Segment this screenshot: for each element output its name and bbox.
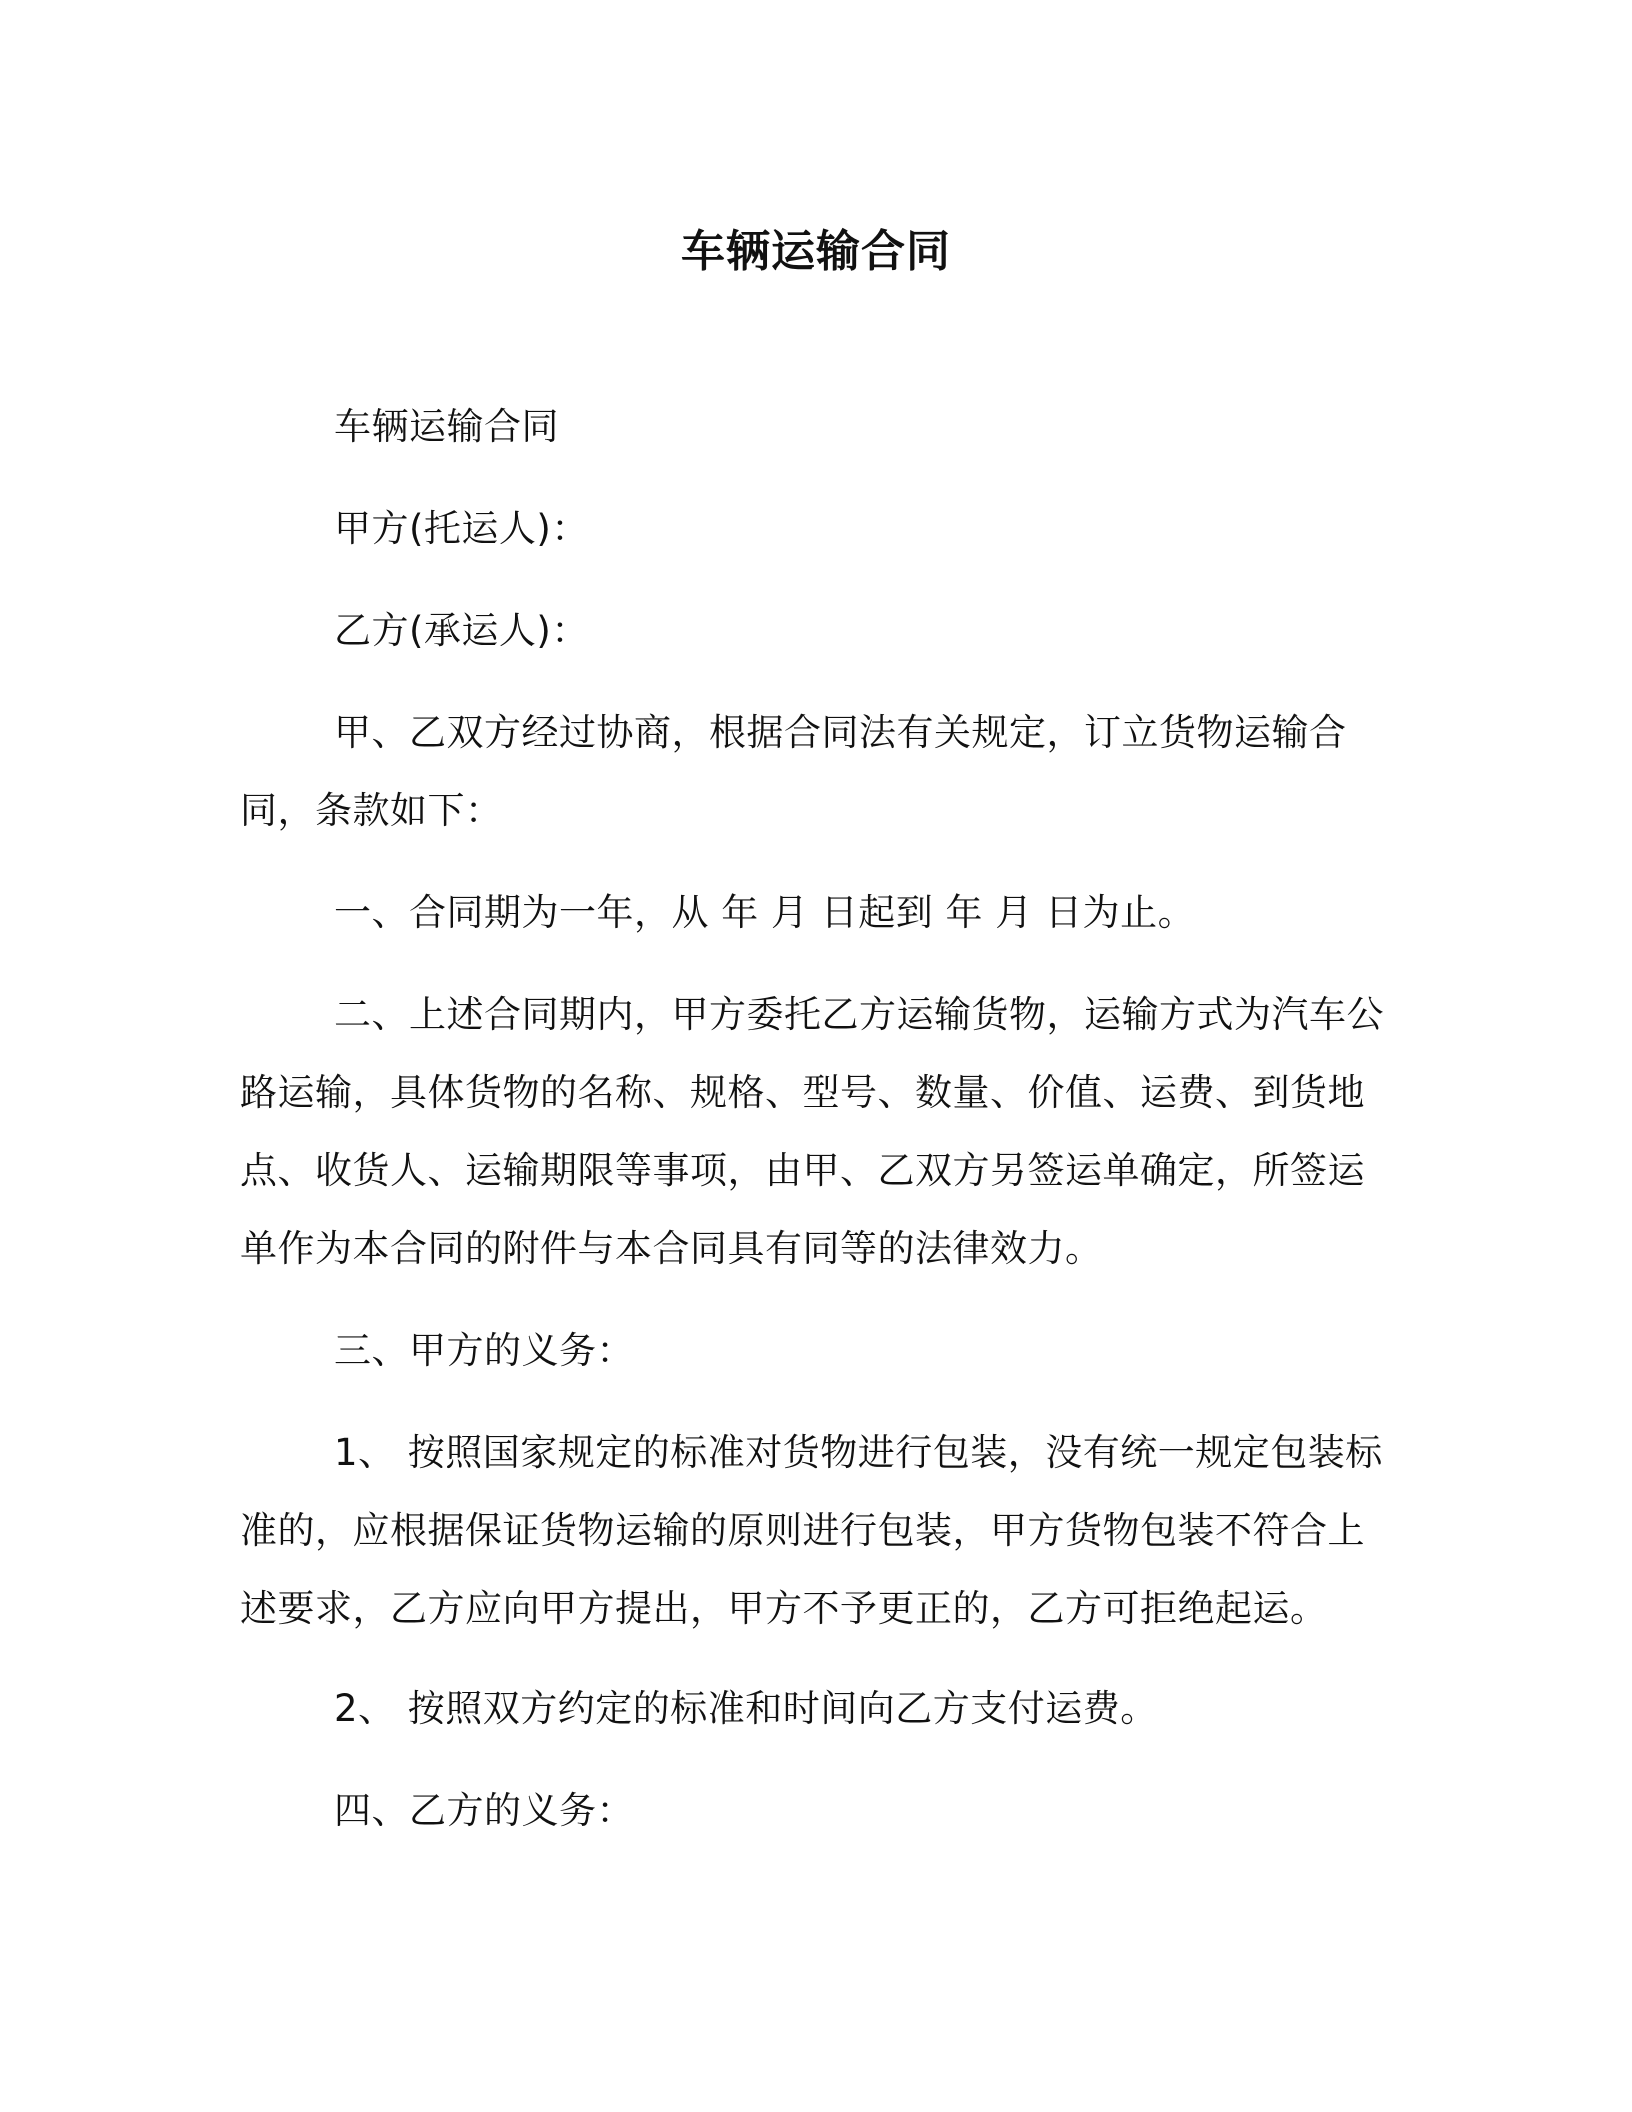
paragraph-clause-4: 四、乙方的义务： <box>334 1789 634 1832</box>
paragraph-party-a: 甲方(托运人)： <box>334 507 589 550</box>
paragraph-clause-3-item-1: 1、 按照国家规定的标准对货物进行包装，没有统一规定包装标准的，应根据保证货物运输的原则进行包装，甲方货物包装不符合上述要求，乙方应向甲方提出，甲方不予更正的，乙方可拒绝起运。 <box>240 1431 1383 1630</box>
paragraph-heading: 车辆运输合同 <box>334 405 559 448</box>
document-title: 车辆运输合同 <box>681 226 951 277</box>
paragraph-clause-1: 一、合同期为一年，从 年 月 日起到 年 月 日为止。 <box>334 891 1196 934</box>
paragraph-clause-2: 二、上述合同期内，甲方委托乙方运输货物，运输方式为汽车公路运输，具体货物的名称、规格、型号、数量、价值、运费、到货地点、收货人、运输期限等事项，由甲、乙双方另签运单确定，所签运单作为本合同的附件与本合同具有同等的法律效力。 <box>240 993 1384 1270</box>
paragraph-clause-3: 三、甲方的义务： <box>334 1329 634 1372</box>
paragraph-party-b: 乙方(承运人)： <box>334 609 589 652</box>
paragraph-clause-3-item-2: 2、 按照双方约定的标准和时间向乙方支付运费。 <box>334 1687 1158 1730</box>
paragraph-preamble: 甲、乙双方经过协商，根据合同法有关规定，订立货物运输合同，条款如下： <box>240 711 1347 832</box>
